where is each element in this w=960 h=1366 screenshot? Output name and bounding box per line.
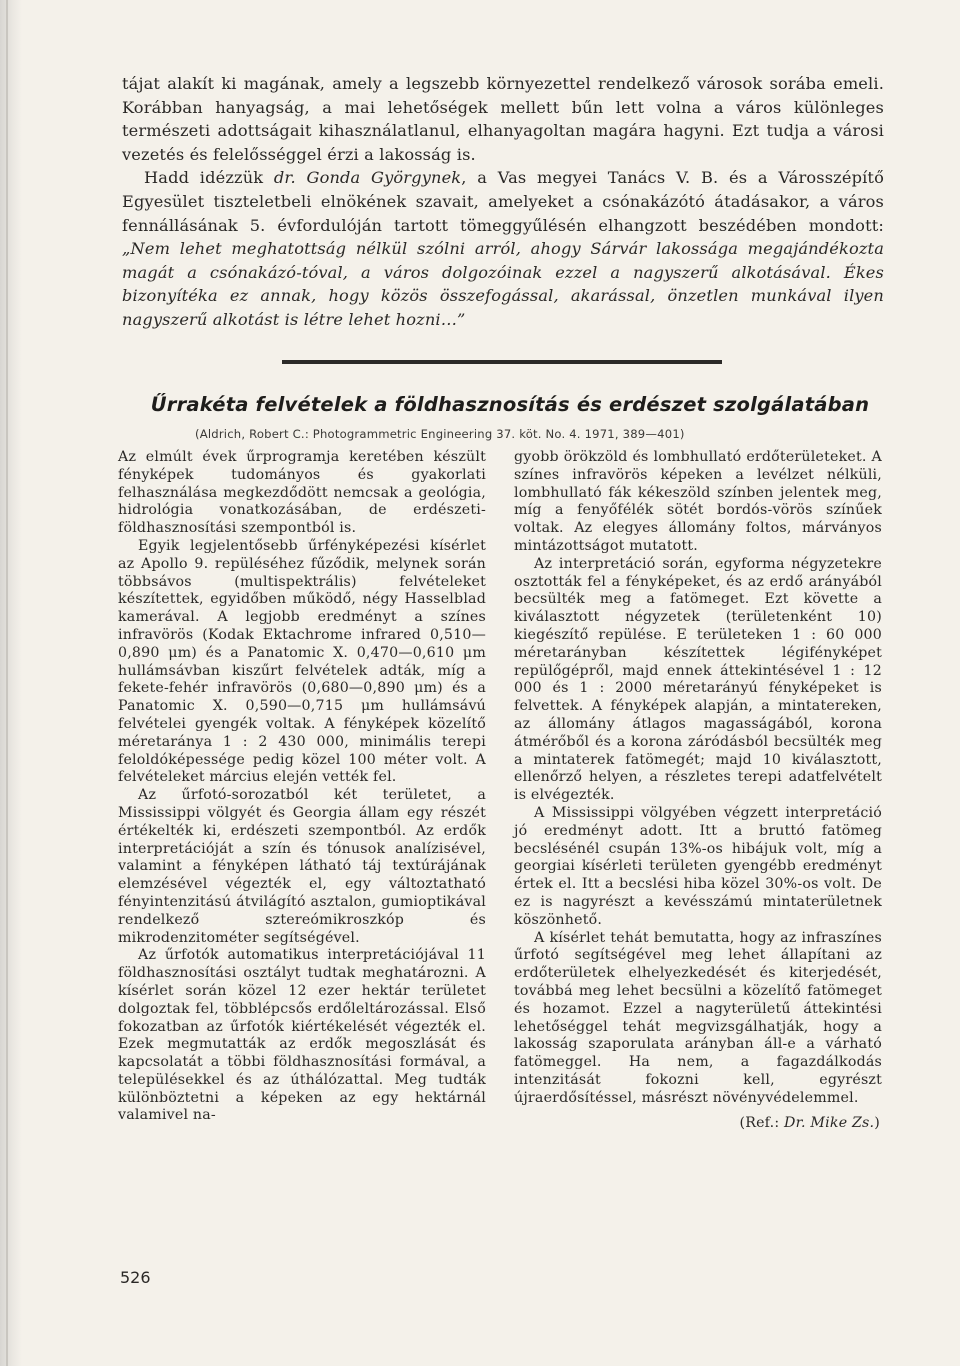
article-title: Űrrakéta felvételek a földhasznosítás és erdészet szolgálatában: [150, 393, 870, 416]
left-paragraph-2: Egyik legjelentősebb űrfényképezési kísérlet az Apollo 9. repüléséhez fűződik, melynek során többsávos (multispektrális) felvételeket készítettek, egyidőben működő, négy Hasselblad kamerával. A legjobb eredményt a színes infravörös (Kodak Ektachrome infrared 0,510—0,890 μm) és a Panatomic X. 0,470—0,610 μm hullámsávban kiszűrt felvételek adták, míg a fekete-fehér infravörös (0,680—0,890 μm) és a Panatomic X. 0,590—0,715 μm hullámsávú felvételei gyengék voltak. A fényképek közelítő méretaránya 1 : 2 430 000, minimális terepi feloldóképessége pedig közel 100 méter volt. A felvételeket március elején vették fel.: [118, 537, 486, 786]
page-gutter-shadow: [0, 0, 22, 1366]
right-paragraph-3: A Mississippi völgyében végzett interpretáció jó eredményt adott. Itt a bruttó fatömeg becslésénél csupán 13%-os hibájuk volt, míg a georgiai kísérleti területen gyengébb eredményt értek el. Itt a becslési hiba közel 30%-os volt. De ez is nagyrészt a kevésszámú mintaterületnek köszönhető.: [514, 804, 882, 928]
right-paragraph-4: A kísérlet tehát bemutatta, hogy az infraszínes űrfotó segítségével meg lehet állapítani az erdőterületek elhelyezkedését és kiterjedését, továbbá meg lehet becsülni a közelítő fatömeget és hozamot. Ezzel a nagyterületű áttekintési lehetőséggel tehát megvizsgálhatják, hogy a lakosság szaporulata arányban áll-e a várható fatömeggel. Ha nem, a fagazdálkodás intenzitását fokozni kell, egyrészt újraerdősítéssel, másrészt növényvédelemmel.: [514, 929, 882, 1106]
top-paragraph-1: tájat alakít ki magának, amely a legszebb környezettel rendelkező városok sorába emeli. Korábban hanyagság, a mai lehetőségek mellett bűn lett volna a város különleges természeti adottságait kihasználatlanul, elhanyagoltan magára hagyni. Ezt tudja a városi vezetés és felelősséggel érzi a lakosság is.: [122, 74, 884, 164]
left-paragraph-1: Az elmúlt évek űrprogramja keretében készült fényképek tudományos és gyakorlati felhasználása megkezdődött nemcsak a geológia, hidrológia vonatkozásában, de erdészeti-földhasznosítási szempontból is.: [118, 449, 486, 537]
right-paragraph-1: gyobb örökzöld és lombhullató erdőterületeket. A színes infravörös képeken a levélzet nélküli, lombhullató fák kékeszöld színben jelentek meg, míg a fenyőfélék sötét bordós-vörös színűek voltak. Az elegyes állomány foltos, márványos mintázottságot mutatott.: [514, 449, 882, 554]
left-paragraph-4: Az űrfotók automatikus interpretációjával 11 földhasznosítási osztályt tudtak meghatározni. A kísérlet során közel 12 ezer hektár területet dolgoztak fel, többlépcsős erdőleltározással. Első fokozatban az űrfotók kiértékelését végezték el. Ezek megmutatták az erdők megoszlását és kapcsolatát a többi földhasznosítási formával, a településekkel és az úthálózattal. Meg tudták különböztetni a képeken az egy hektárnál valamivel na-: [118, 947, 486, 1124]
left-column: [118, 449, 486, 1125]
quoted-person-name: dr. Gonda Györgynek: [273, 168, 462, 188]
right-column: [514, 449, 882, 1133]
continued-article-text: [122, 72, 884, 332]
quotation: „Nem lehet meghatottság nélkül szólni arról, ahogy Sárvár lakossága megajándékozta magát a csónakázó-tóval, a város dolgozóinak ezzel a nagyszerű alkotásával. Ékes bizonyítéka ez annak, hogy közös összefogással, akarással, önzetlen munkával ilyen nagyszerű alkotást is létre lehet hozni…”: [122, 239, 884, 329]
article-source-citation: (Aldrich, Robert C.: Photogrammetric Engineering 37. köt. No. 4. 1971, 389—401): [195, 427, 685, 441]
right-paragraph-2: Az interpretáció során, egyforma négyzetekre osztották fel a fényképeket, és az erdő arányából becsülték meg a fatömeget. Ezt követte a kiválasztott négyzetek (területenként 10) kiegészítő repülése. E területeken 1 : 60 000 méretarányban készítettek légifényképet repülőgépről, majd ennek áttekintésével 1 : 12 000 és 1 : 2000 méretarányú fényképeket is felvettek. A fényképek alapján, a mintatereken, az állomány átlagos magasságából, korona átmérőből és a korona záródásból becsülték meg a mintaterek fatömegét; majd 10 kiválasztott, ellenőrző helyen, a részletes terepi adatfelvételt is elvégezték.: [514, 555, 882, 804]
section-divider-rule: [282, 360, 722, 364]
page-edge-line: [6, 0, 8, 1366]
reviewer-reference: (Ref.: Dr. Mike Zs.): [739, 1115, 880, 1132]
reviewer-name: Dr. Mike Zs.: [784, 1115, 875, 1132]
left-paragraph-3: Az űrfotó-sorozatból két területet, a Mississippi völgyét és Georgia állam egy részét értékelték ki, erdészeti szempontból. Az erdők interpretációját a szín és tónusok analízisével, valamint a fényképen látható táj textúrájának elemzésével végezték el, egy változtatható fényintenzitású átvilágító asztalon, gumioptikával rendelkező sztereómikroszkóp és mikrodenzitométer segítségével.: [118, 787, 486, 946]
page-number: 526: [120, 1268, 151, 1287]
top-paragraph-2: Hadd idézzük dr. Gonda Györgynek, a Vas megyei Tanács V. B. és a Városszépítő Egyesület tiszteletbeli elnökének szavait, amelyeket a csónakázótó átadásakor, a város fennállásának 5. évfordulóján tartott tömeggyűlésén elhangzott beszédében mondott: „Nem lehet meghatottság nélkül szólni arról, ahogy Sárvár lakossága megajándékozta magát a csónakázó-tóval, a város dolgozóinak ezzel a nagyszerű alkotásával. Ékes bizonyítéka ez annak, hogy közös összefogással, akarással, önzetlen munkával ilyen nagyszerű alkotást is létre lehet hozni…”: [122, 168, 884, 329]
